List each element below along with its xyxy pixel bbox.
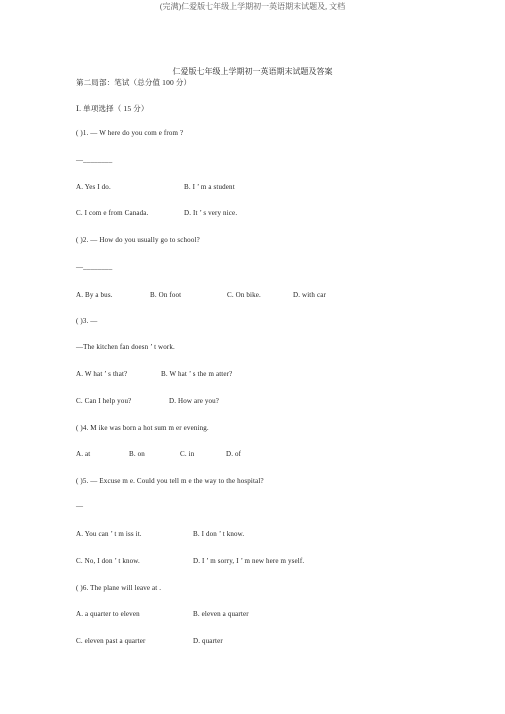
question-5-blank: — xyxy=(76,502,84,510)
question-6-option-c: C. eleven past a quarter xyxy=(76,637,146,645)
question-1-blank: —________ xyxy=(76,156,113,164)
question-2-option-b: B. On foot xyxy=(150,291,182,299)
question-1-stem: ( )1. — W here do you com e from ? xyxy=(76,129,184,137)
question-2-option-a: A. By a bus. xyxy=(76,291,113,299)
question-5-stem: ( )5. — Excuse m e. Could you tell m e the way to the hospital? xyxy=(76,477,264,485)
question-4-option-d: D. of xyxy=(226,450,242,458)
question-5-option-a: A. You can ’ t m iss it. xyxy=(76,530,142,538)
question-3-stem: ( )3. — xyxy=(76,317,98,325)
section-heading: 第二局部：笔试（总分值 100 分） xyxy=(76,78,192,87)
question-4-option-b: B. on xyxy=(129,450,145,458)
question-3-option-a: A. W hat ’ s that? xyxy=(76,370,128,378)
question-6-option-d: D. quarter xyxy=(193,637,223,645)
question-5-option-d: D. I ’ m sorry, I ’ m new here m yself. xyxy=(193,557,305,565)
question-1-option-d: D. It ’ s very nice. xyxy=(184,209,238,217)
question-1-option-c: C. I com e from Canada. xyxy=(76,209,149,217)
question-4-option-c: C. in xyxy=(180,450,195,458)
part-heading: Ⅰ. 单项选择（ 15 分） xyxy=(76,104,149,113)
question-5-option-b: B. I don ’ t know. xyxy=(193,530,245,538)
header-title: (完满)仁爱版七年级上学期初一英语期末试题及, 文档 xyxy=(159,2,346,11)
question-2-option-c: C. On bike. xyxy=(227,291,261,299)
question-5-option-c: C. No, I don ’ t know. xyxy=(76,557,140,565)
document-title: 仁爱版七年级上学期初一英语期末试题及答案 xyxy=(172,67,333,76)
question-2-option-d: D. with car xyxy=(293,291,326,299)
question-2-blank: —________ xyxy=(76,263,113,271)
question-2-stem: ( )2. — How do you usually go to school? xyxy=(76,236,200,244)
question-3-blank: —The kitchen fan doesn ’ t work. xyxy=(76,343,175,351)
question-3-option-c: C. Can I help you? xyxy=(76,397,132,405)
question-4-stem: ( )4. M ike was born a hot sum m er evening. xyxy=(76,424,209,432)
question-1-option-b: B. I ’ m a student xyxy=(184,183,235,191)
question-6-option-a: A. a quarter to eleven xyxy=(76,610,140,618)
question-1-option-a: A. Yes I do. xyxy=(76,183,111,191)
question-6-option-b: B. eleven a quarter xyxy=(193,610,249,618)
question-4-option-a: A. at xyxy=(76,450,91,458)
question-3-option-b: B. W hat ’ s the m atter? xyxy=(161,370,233,378)
question-3-option-d: D. How are you? xyxy=(169,397,220,405)
question-6-stem: ( )6. The plane will leave at . xyxy=(76,584,162,592)
